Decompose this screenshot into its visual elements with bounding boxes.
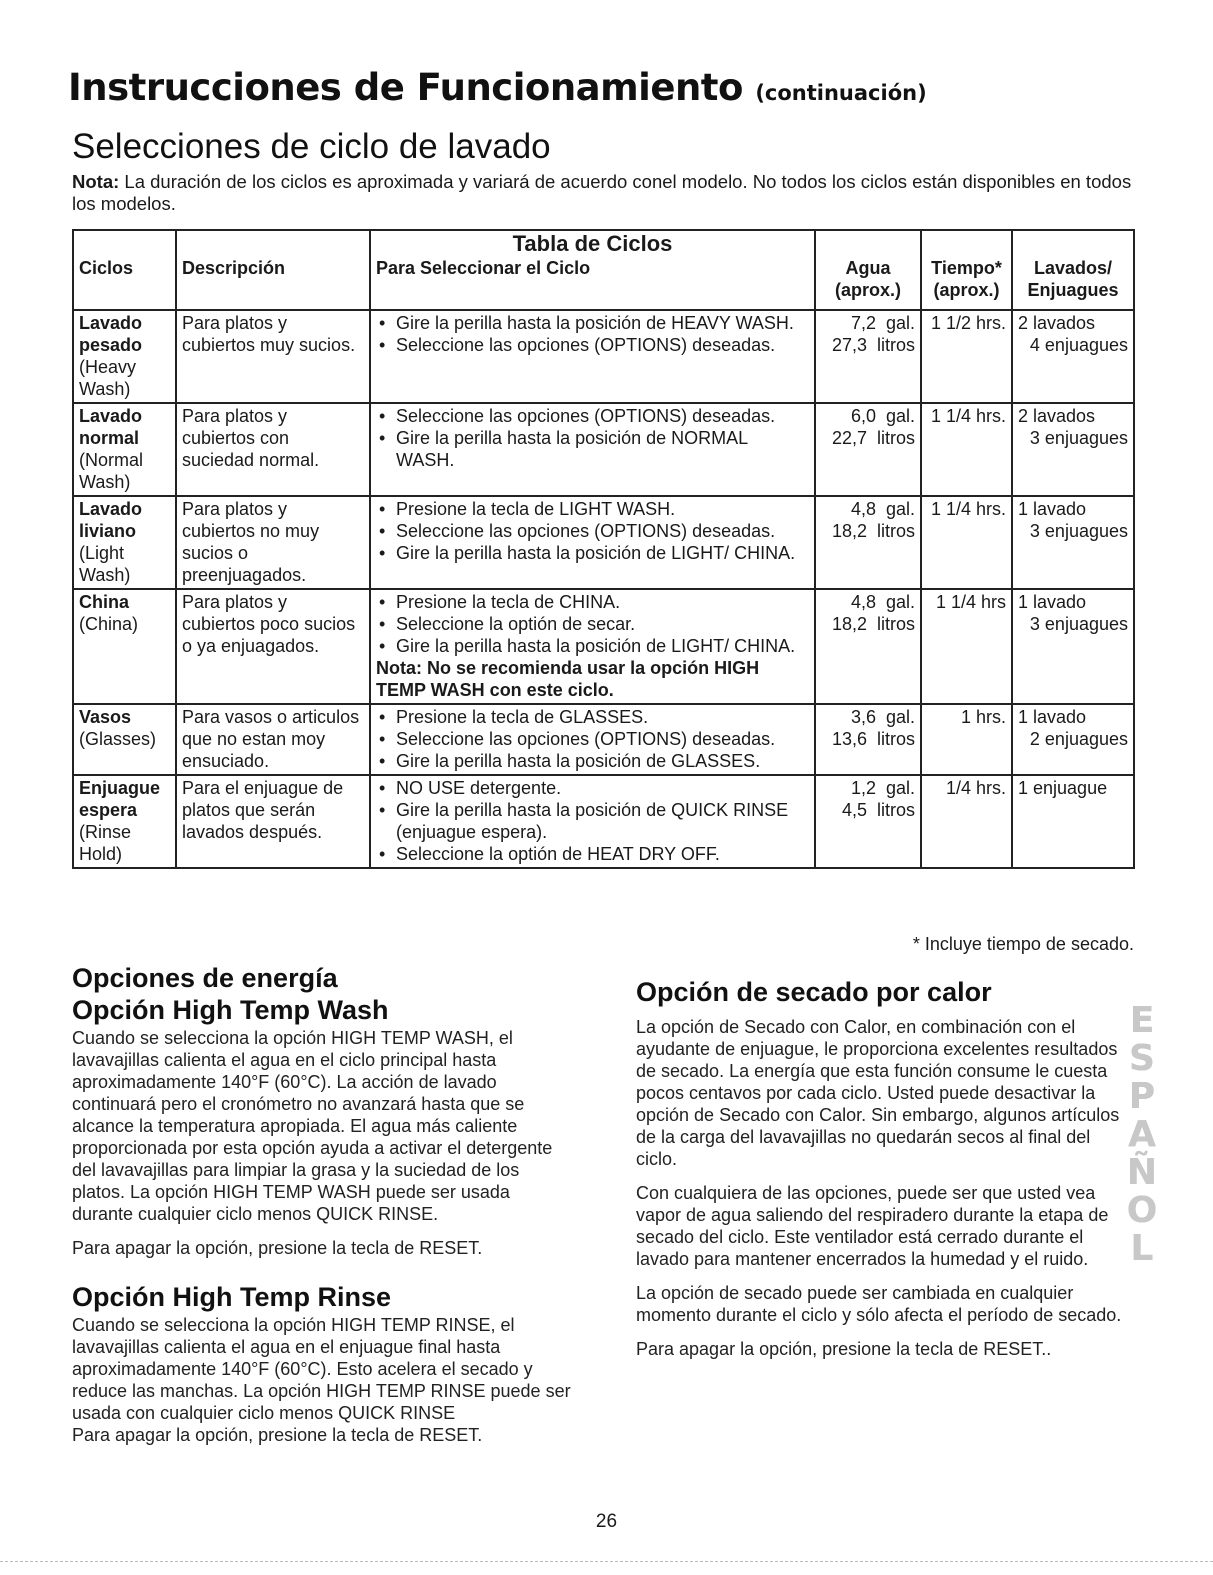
cycle-steps: [376, 312, 809, 356]
table-row: [73, 310, 1134, 403]
cycle-washes: 1 lavado 2 enjuagues: [1012, 704, 1134, 775]
cycle-step: • Presione la tecla de CHINA.: [376, 591, 809, 613]
cycle-steps: [376, 591, 809, 657]
cycle-steps: [376, 706, 809, 772]
title-suffix: (continuación): [755, 81, 927, 105]
side-tab-letter: E: [1129, 1000, 1155, 1041]
page-title: Instrucciones de Funcionamiento (continuación): [68, 66, 927, 109]
cycle-step: • Gire la perilla hasta la posición de QUICK RINSE (enjuague espera).: [376, 799, 809, 843]
cycle-water: 4,8 gal. 18,2 litros: [815, 589, 921, 704]
header-cycle: Ciclos: [73, 257, 176, 310]
cycle-time: 1 1/2 hrs.: [921, 310, 1012, 403]
heat-dry-p2: Con cualquiera de las opciones, puede ser que usted vea vapor de agua saliendo del respiradero durante la etapa de secado del ciclo. Este ventilador está cerrado durante el lavado para mantener encerrados la humedad y el ruido.: [636, 1183, 1109, 1269]
cycle-step: • Seleccione las opciones (OPTIONS) deseadas.: [376, 728, 809, 750]
table-header-row: [73, 257, 1134, 310]
cycle-step: • Gire la perilla hasta la posición de LIGHT/ CHINA.: [376, 542, 809, 564]
side-tab-letter: Ñ: [1126, 1152, 1158, 1193]
table-row: [73, 496, 1134, 589]
side-tab-letter: P: [1128, 1076, 1156, 1117]
cycle-washes: 1 enjuague: [1012, 775, 1134, 868]
cycle-washes: 1 lavado 3 enjuagues: [1012, 496, 1134, 589]
cycle-name: Lavado liviano (Light Wash): [73, 496, 176, 589]
heat-dry-p4: Para apagar la opción, presione la tecla de RESET..: [636, 1339, 1052, 1359]
cycle-step: • Presione la tecla de GLASSES.: [376, 706, 809, 728]
cycle-table: [72, 229, 1135, 869]
header-water: Agua (aprox.): [815, 257, 921, 310]
cycle-select: [370, 496, 815, 589]
cycle-step: • Seleccione las opciones (OPTIONS) deseadas.: [376, 520, 809, 542]
cycle-water: 3,6 gal. 13,6 litros: [815, 704, 921, 775]
cycle-description: Para el enjuague de platos que serán lavados después.: [176, 775, 370, 868]
cycle-description: Para platos y cubiertos no muy sucios o preenjuagados.: [176, 496, 370, 589]
cycle-name: Vasos (Glasses): [73, 704, 176, 775]
intro-note: [72, 171, 1132, 215]
high-temp-rinse-reset: Para apagar la opción, presione la tecla de RESET.: [72, 1425, 483, 1445]
high-temp-rinse-text: Cuando se selecciona la opción HIGH TEMP RINSE, el lavavajillas calienta el agua en el enjuague final hasta aproximadamente 140°F (60°C). Esto acelera el secado y reduce las manchas. La opción HIGH TEMP RINSE puede ser usada con cualquier ciclo menos QUICK RINSE: [72, 1315, 571, 1423]
cycle-washes: 2 lavados 3 enjuagues: [1012, 403, 1134, 496]
table-row: [73, 704, 1134, 775]
cycle-step: • Gire la perilla hasta la posición de NORMAL WASH.: [376, 427, 809, 471]
side-tab-letter: O: [1126, 1190, 1158, 1231]
cycle-step: • Gire la perilla hasta la posición de LIGHT/ CHINA.: [376, 635, 809, 657]
energy-options-column: [72, 962, 572, 1458]
side-tab-letter: L: [1130, 1228, 1154, 1269]
cycle-water: 6,0 gal. 22,7 litros: [815, 403, 921, 496]
side-tab-letter: A: [1128, 1114, 1156, 1155]
cycle-water: 7,2 gal. 27,3 litros: [815, 310, 921, 403]
cycle-description: Para platos y cubiertos con suciedad normal.: [176, 403, 370, 496]
high-temp-wash-text: Cuando se selecciona la opción HIGH TEMP WASH, el lavavajillas calienta el agua en el ciclo principal hasta aproximadamente 140°F (60°C). La acción de lavado continuará pero el cronómetro no avanzará hasta que se alcance la temperatura apropiada. El agua más caliente proporcionada por esta opción ayuda a activar el detergente del lavavajillas para limpiar la grasa y la suciedad de los platos. La opción HIGH TEMP WASH puede ser usada durante cualquier ciclo menos QUICK RINSE.: [72, 1028, 553, 1224]
header-description: Descripción: [176, 257, 370, 310]
cycle-name: Enjuague espera (Rinse Hold): [73, 775, 176, 868]
cycle-step: • Seleccione la optión de secar.: [376, 613, 809, 635]
header-washes: Lavados/ Enjuagues: [1012, 257, 1134, 310]
heat-dry-p1: La opción de Secado con Calor, en combinación con el ayudante de enjuague, le proporciona excelentes resultados de secado. La energía que esta función consume le cuesta pocos centavos por cada ciclo. Usted puede desactivar la opción de Secado con Calor. Sin embargo, algunos artículos de la carga del lavavajillas no quedarán secos al final del ciclo.: [636, 1017, 1120, 1169]
heat-dry-title: Opción de secado por calor: [636, 977, 992, 1007]
cycle-steps: [376, 498, 809, 564]
cycle-step: • Seleccione las opciones (OPTIONS) deseadas.: [376, 405, 809, 427]
high-temp-wash-title: Opción High Temp Wash: [72, 995, 389, 1025]
cycle-washes: 2 lavados 4 enjuagues: [1012, 310, 1134, 403]
cycle-name: Lavado normal (Normal Wash): [73, 403, 176, 496]
cycle-steps: [376, 405, 809, 471]
cycle-time: 1 hrs.: [921, 704, 1012, 775]
cycle-description: Para platos y cubiertos poco sucios o ya enjuagados.: [176, 589, 370, 704]
note-label: Nota:: [72, 171, 120, 192]
cycle-select: [370, 403, 815, 496]
cycle-time: 1 1/4 hrs.: [921, 403, 1012, 496]
energy-options-title: Opciones de energía: [72, 963, 338, 993]
high-temp-wash-reset: Para apagar la opción, presione la tecla de RESET.: [72, 1238, 483, 1258]
side-tab-letter: S: [1129, 1038, 1155, 1079]
table-row: [73, 589, 1134, 704]
cycle-time: 1 1/4 hrs.: [921, 496, 1012, 589]
note-text: La duración de los ciclos es aproximada y variará de acuerdo conel modelo. No todos los ciclos están disponibles en todos los modelos.: [72, 171, 1132, 214]
cycle-step: • Gire la perilla hasta la posición de HEAVY WASH.: [376, 312, 809, 334]
cycle-water: 4,8 gal. 18,2 litros: [815, 496, 921, 589]
cycle-select: [370, 310, 815, 403]
high-temp-rinse-title: Opción High Temp Rinse: [72, 1282, 392, 1312]
table-title-row: [73, 230, 1134, 257]
cycle-step: • Seleccione las opciones (OPTIONS) deseadas.: [376, 334, 809, 356]
cycle-select: [370, 589, 815, 704]
header-time: Tiempo* (aprox.): [921, 257, 1012, 310]
cycle-name: China (China): [73, 589, 176, 704]
bottom-rule: [0, 1561, 1213, 1562]
cycle-time: 1 1/4 hrs: [921, 589, 1012, 704]
espanol-side-tab: [1117, 1002, 1167, 1268]
cycle-step: • Presione la tecla de LIGHT WASH.: [376, 498, 809, 520]
cycle-name: Lavado pesado (Heavy Wash): [73, 310, 176, 403]
cycle-step: • Gire la perilla hasta la posición de GLASSES.: [376, 750, 809, 772]
cycle-steps: [376, 777, 809, 865]
header-select: Para Seleccionar el Ciclo: [370, 257, 815, 310]
section-title: Selecciones de ciclo de lavado: [72, 127, 551, 166]
page-number: 26: [595, 1511, 618, 1532]
heat-dry-p3: La opción de secado puede ser cambiada en cualquier momento durante el ciclo y sólo afecta el período de secado.: [636, 1283, 1122, 1325]
table-title: Tabla de Ciclos: [512, 231, 673, 256]
table-footnote: * Incluye tiempo de secado.: [912, 934, 1134, 954]
table-row: [73, 403, 1134, 496]
table-row: [73, 775, 1134, 868]
heat-dry-column: [636, 976, 1126, 1372]
cycle-note: Nota: No se recomienda usar la opción HIGH TEMP WASH con este ciclo.: [376, 658, 760, 700]
cycle-select: [370, 704, 815, 775]
cycle-washes: 1 lavado 3 enjuagues: [1012, 589, 1134, 704]
cycle-description: Para vasos o articulos que no estan moy ensuciado.: [176, 704, 370, 775]
cycle-step: • NO USE detergente.: [376, 777, 809, 799]
cycle-time: 1/4 hrs.: [921, 775, 1012, 868]
cycle-water: 1,2 gal. 4,5 litros: [815, 775, 921, 868]
cycle-select: [370, 775, 815, 868]
cycle-step: • Seleccione la optión de HEAT DRY OFF.: [376, 843, 809, 865]
cycle-description: Para platos y cubiertos muy sucios.: [176, 310, 370, 403]
